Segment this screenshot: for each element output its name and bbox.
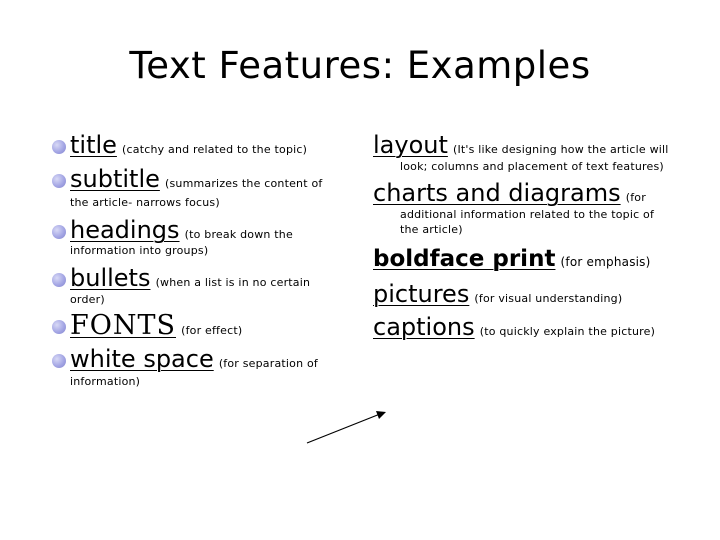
item-term: boldface print — [373, 246, 556, 272]
item-note: (to quickly explain the picture) — [479, 325, 656, 338]
item-note-continued: information) — [70, 375, 141, 388]
item-note: (for visual understanding) — [474, 292, 623, 305]
item-term: charts and diagrams — [373, 179, 621, 207]
item-note-continued: the article) — [400, 223, 463, 236]
item-note-continued: the article- narrows focus) — [70, 196, 220, 209]
item-term: headings — [70, 216, 180, 244]
item-note-continued: look; columns and placement of text features) — [400, 160, 664, 173]
item-term: captions — [373, 313, 475, 341]
item-term: bullets — [70, 264, 151, 292]
item-note: (It's like designing how the article will — [452, 143, 669, 156]
item-note: (for — [625, 191, 646, 204]
item-note-continued: order) — [70, 293, 105, 306]
item-term: layout — [373, 131, 448, 159]
item-note: (summarizes the content of — [164, 177, 323, 190]
item-note: (for separation of — [218, 357, 318, 370]
item-term: pictures — [373, 280, 470, 308]
item-term: title — [70, 131, 117, 159]
item-term: white space — [70, 345, 214, 373]
item-term: subtitle — [70, 165, 160, 193]
item-note: (for effect) — [181, 324, 243, 337]
item-note-continued: information into groups) — [70, 244, 209, 257]
item-note: (when a list is in no certain — [155, 276, 311, 289]
item-note: (to break down the — [184, 228, 293, 241]
item-note: (catchy and related to the topic) — [122, 143, 308, 156]
item-note: (for emphasis) — [560, 255, 651, 269]
item-note-continued: additional information related to the topic of — [400, 208, 655, 221]
item-term: FONTS — [70, 310, 176, 341]
slide-title: Text Features: Examples — [129, 44, 591, 87]
